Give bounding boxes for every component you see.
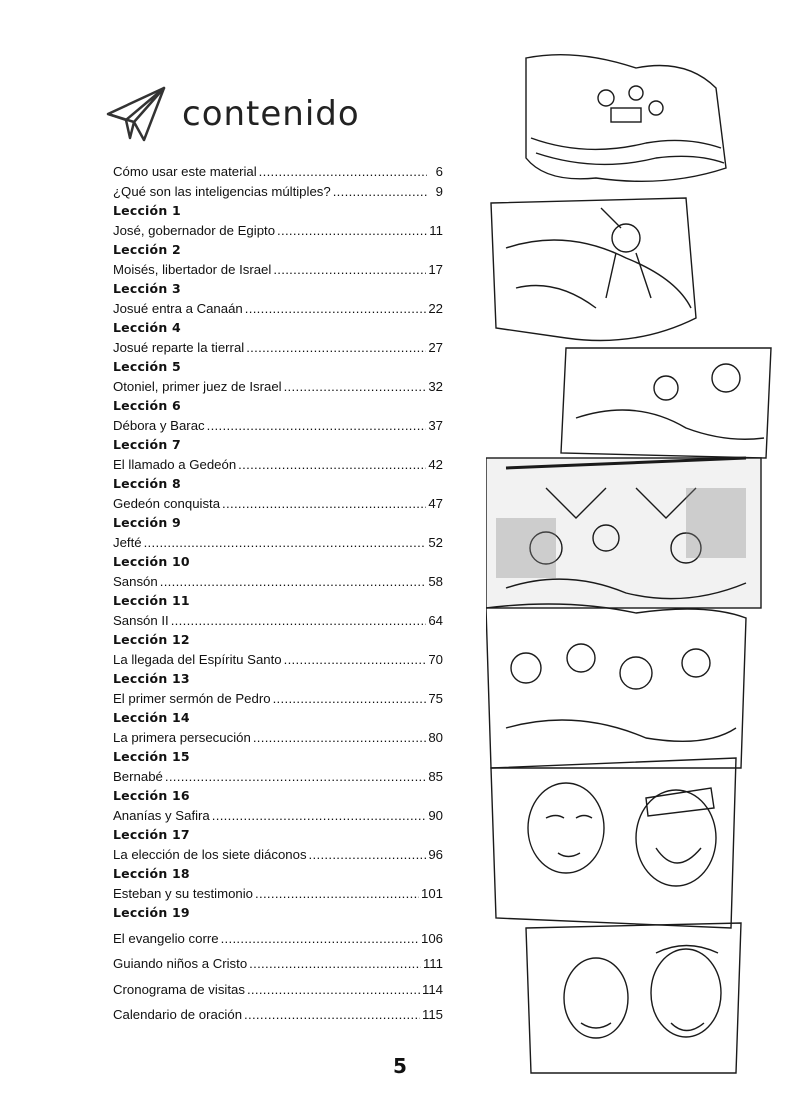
toc-lesson-heading: Lección 15	[113, 749, 190, 764]
toc-leader-dots	[255, 884, 419, 904]
toc-entry-page: 6	[435, 164, 443, 179]
toc-leader-dots	[238, 455, 426, 475]
toc-leader-dots	[273, 260, 426, 280]
toc-entry	[113, 884, 443, 904]
toc-leader-dots	[273, 689, 427, 709]
toc-entry-title: La elección de los siete diáconos	[113, 846, 307, 862]
toc-lesson-heading: Lección 18	[113, 866, 190, 881]
toc-entry-page: 37	[428, 417, 443, 433]
toc-lesson-heading: Lección 3	[113, 281, 181, 296]
toc-entry-title: Bernabé	[113, 768, 163, 784]
toc-leader-dots	[221, 929, 419, 949]
toc-entry-page: 47	[428, 495, 443, 511]
toc-entry-title: ¿Qué son las inteligencias múltiples?	[113, 183, 331, 199]
toc-entry-page: 17	[428, 261, 443, 277]
toc-lesson-heading: Lección 5	[113, 359, 181, 374]
toc-leader-dots	[244, 1005, 420, 1025]
toc-entry	[113, 416, 443, 436]
toc-lesson-heading: Lección 10	[113, 554, 190, 569]
toc-entry-title: Moisés, libertador de Israel	[113, 261, 272, 277]
toc-lesson-heading: Lección 4	[113, 320, 181, 335]
toc-entry	[113, 533, 443, 553]
toc-entry-title: La llegada del Espíritu Santo	[113, 651, 282, 667]
toc-entry-title: Cómo usar este material	[113, 164, 257, 179]
toc-lesson-heading: Lección 6	[113, 398, 181, 413]
toc-lesson-heading: Lección 2	[113, 242, 181, 257]
toc-entry	[113, 221, 443, 241]
toc-entry-title: Débora y Barac	[113, 417, 205, 433]
header	[104, 84, 444, 154]
toc-entry	[113, 767, 443, 787]
toc-entry-page: 96	[428, 846, 443, 862]
toc-entry-page: 9	[435, 183, 443, 199]
toc-leader-dots	[309, 845, 427, 865]
toc-entry-title: El primer sermón de Pedro	[113, 690, 271, 706]
toc-leader-dots	[253, 728, 427, 748]
toc-entry	[113, 689, 443, 709]
toc-lesson-heading: Lección 17	[113, 827, 190, 842]
toc-lesson-heading: Lección 1	[113, 203, 181, 218]
toc-leader-dots	[222, 494, 426, 514]
toc-entry	[113, 572, 443, 592]
toc-entry-page: 111	[422, 956, 443, 971]
toc-entry-title: Otoniel, primer juez de Israel	[113, 378, 282, 394]
toc-entry	[113, 845, 443, 865]
toc-entry-title: Jefté	[113, 534, 142, 550]
toc-entry	[113, 806, 443, 826]
toc-entry-page: 101	[420, 885, 443, 901]
toc-entry	[113, 338, 443, 358]
toc-lesson-heading: Lección 9	[113, 515, 181, 530]
toc-lesson-heading: Lección 16	[113, 788, 190, 803]
toc-entry-page: 32	[428, 378, 443, 394]
toc-entry-page: 64	[428, 612, 443, 628]
page-title: contenido	[182, 94, 360, 134]
toc-entry-page: 52	[428, 534, 443, 550]
toc-entry-page: 85	[428, 768, 443, 784]
toc-leader-dots	[259, 162, 427, 182]
toc-entry	[113, 954, 443, 974]
toc-entry	[113, 455, 443, 475]
toc-entry-title: Ananías y Safira	[113, 807, 210, 823]
toc-leader-dots	[160, 572, 427, 592]
toc-entry-title: Cronograma de visitas	[113, 981, 245, 997]
toc-leader-dots	[249, 954, 421, 974]
toc-entry-page: 27	[428, 339, 443, 355]
table-of-contents	[113, 162, 443, 1025]
toc-entry	[113, 728, 443, 748]
toc-entry-title: La primera persecución	[113, 729, 251, 745]
toc-entry-page: 115	[421, 1007, 443, 1022]
toc-entry-page: 80	[428, 729, 443, 745]
toc-lesson-heading: Lección 14	[113, 710, 190, 725]
toc-entry-title: Josué reparte la tierral	[113, 339, 245, 355]
toc-entry	[113, 1005, 443, 1025]
toc-entry-title: Gedeón conquista	[113, 495, 221, 511]
toc-leader-dots	[246, 338, 426, 358]
toc-entry	[113, 980, 443, 1000]
toc-entry	[113, 162, 443, 182]
bible-comic-collage-illustration	[486, 48, 776, 1078]
toc-entry-page: 11	[429, 222, 443, 238]
toc-entry	[113, 929, 443, 949]
toc-lesson-heading: Lección 19	[113, 905, 190, 920]
toc-entry-title: El evangelio corre	[113, 930, 219, 946]
toc-entry-page: 58	[428, 573, 443, 589]
toc-entry	[113, 182, 443, 202]
toc-leader-dots	[165, 767, 426, 787]
toc-entry	[113, 260, 443, 280]
paper-plane-icon	[104, 84, 168, 148]
toc-lesson-heading: Lección 7	[113, 437, 181, 452]
toc-entry-title: Sansón II	[113, 612, 169, 628]
toc-entry	[113, 611, 443, 631]
toc-lesson-heading: Lección 8	[113, 476, 181, 491]
toc-entry	[113, 299, 443, 319]
toc-entry	[113, 650, 443, 670]
toc-lesson-heading: Lección 12	[113, 632, 190, 647]
toc-entry-title: Josué entra a Canaán	[113, 300, 243, 316]
toc-leader-dots	[171, 611, 427, 631]
toc-entry-title: Esteban y su testimonio	[113, 885, 254, 901]
toc-entry-title: El llamado a Gedeón	[113, 456, 237, 472]
toc-leader-dots	[247, 980, 420, 1000]
toc-entry-page: 22	[428, 300, 443, 316]
toc-entry-title: Guiando niños a Cristo	[113, 956, 248, 971]
toc-leader-dots	[333, 182, 427, 202]
toc-entry-page: 75	[428, 690, 443, 706]
toc-entry-title: Calendario de oración	[113, 1007, 243, 1022]
toc-leader-dots	[212, 806, 427, 826]
toc-entry	[113, 377, 443, 397]
toc-leader-dots	[144, 533, 427, 553]
toc-entry-title: Sansón	[113, 573, 158, 589]
toc-entry-page: 70	[428, 651, 443, 667]
toc-leader-dots	[284, 377, 427, 397]
toc-leader-dots	[245, 299, 427, 319]
toc-entry	[113, 494, 443, 514]
toc-lesson-heading: Lección 13	[113, 671, 190, 686]
toc-entry-page: 42	[428, 456, 443, 472]
toc-leader-dots	[284, 650, 427, 670]
toc-entry-page: 90	[428, 807, 443, 823]
page-number: 5	[393, 1054, 407, 1078]
toc-leader-dots	[207, 416, 427, 436]
toc-entry-page: 106	[420, 930, 443, 946]
toc-lesson-heading: Lección 11	[113, 593, 190, 608]
toc-entry-page: 114	[421, 981, 443, 997]
toc-entry-title: José, gobernador de Egipto	[113, 222, 276, 238]
toc-leader-dots	[277, 221, 427, 241]
